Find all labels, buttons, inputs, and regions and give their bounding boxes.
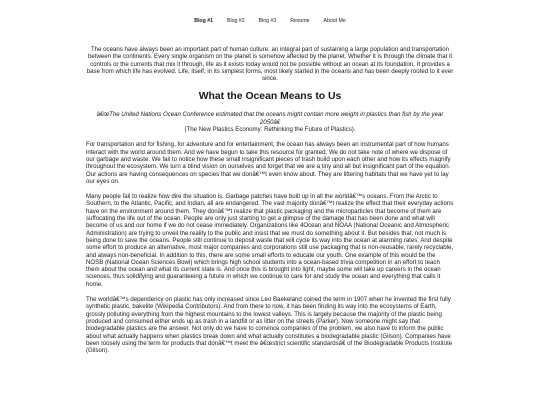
nav-link-blog-2[interactable]: Blog #2 (226, 18, 245, 24)
body-paragraph-1: For transportation and for fishing, for adventure and for entertainment, the ocean has always been an instrumental part of how humans interact with the world around them. And we have begun to take this resource for granted. We do not take note of where we dispose of our garbage and waste. We fail to notice how these small insignificant pieces of trash build upon each other and how its effects magnify throughout the ecosystem. We turn a blind vision on ourselves and forget that we are a tiny and all but insignificant part of the equation. Our actions are having consequences on species that we donâ€™t even know about. They are littering habitats that we have yet to lay our eyes on. (86, 141, 451, 185)
nav-link-blog-1[interactable]: Blog #1 (194, 18, 213, 24)
article (86, 46, 454, 362)
article-heading: What the Ocean Means to Us (198, 91, 342, 103)
nav-link-resume[interactable]: Resume (290, 18, 310, 24)
pull-quote (86, 111, 454, 133)
nav-link-about-me[interactable]: About Me (323, 18, 346, 24)
quote-source: (The New Plastics Economy: Rethinking the Future of Plastics). (184, 126, 356, 134)
nav-link-blog-3[interactable]: Blog #3 (258, 18, 277, 24)
top-nav (0, 0, 540, 31)
intro-paragraph: The oceans have always been an important part of human culture: an integral part of sustaining a large population and transportation between the continents. Every single organism on the planet is somehow affected by the planet. Whether it is through the climate that it controls or the currents that mix it through, life as it exists today would not be possible without an ocean at its foundation. It provides a base from which life has evolved. Life, itself, in its simplest forms, most likely started in the oceans and has been deeply rooted to it ever since. (86, 46, 454, 83)
quote-text: â€œThe United Nations Ocean Conference estimated that the oceans might contain more weight in plastics than fish by the year 2050â€ (96, 111, 444, 126)
body-paragraph-2: Many people fail to realize how dire the situation is. Garbage patches have built up in all the worldâ€™s oceans. From the Arctic to Southern, to the Atlantic, Pacific, and Indian, all are endangered. The vast majority donâ€™t realize the effect that their everyday actions have on the environment around them. They donâ€™t realize that plastic packaging and the microparticles that become of them are suffocating the life out of the ocean. People are only just starting to get a glimpse of the damage that has been done and what will become of us and our home if we do not cease immediately. Organizations like 4Ocean and NOAA (National Oceanic and Atmospheric Administration) are trying to unveil the reality to the public and insist that we must do something about it. But besides that, not much is being done to save the oceans. People still continue to deposit waste that will cycle its way into the ocean at alarming rates. And despite some effort to produce an alternative, most major companies and corporations still use packaging that is non-reusable, rarely recyclable, and always non-beneficial. In addition to this, there are some small efforts to educate our youth. One example of this would be the NOSB (National Ocean Sciences Bowl) which brings high school students into a ocean-based trivia competition in an effort to teach them about the ocean and what its current state is. And once this is brought into light, maybe some will take up careers in the ocean sciences, thus solidifying and guaranteeing a future in which we continue to care for and study the ocean and everything that calls it home. (86, 193, 454, 288)
body-paragraph-3: The worldâ€™s dependency on plastic has only increased since Leo Baekeland coined the term in 1907 when he invented the first fully synthetic plastic, bakelite (Wikipedia Contributors). And from there to now, it has been finding its way into the ecosystems of Earth, grossly polluting everything from the highest mountains to the lowest valleys. This is largely because the majority of the plastic being produced and consumed either ends up as trash in a landfill or as litter on the streets (Parker). Now someone might say that biodegradable plastics are the answer. Not only do we have to convince companies of the problem, we also have to inform the public about what actually happens when plastics break down and what actually constitutes a biodegradable plastic (Gilson). Companies have been loosely using the term for products that donâ€™t meet the â€œstrict scientific standardsâ€ of the Biodegradable Products Institute (Gilson). (86, 296, 453, 355)
